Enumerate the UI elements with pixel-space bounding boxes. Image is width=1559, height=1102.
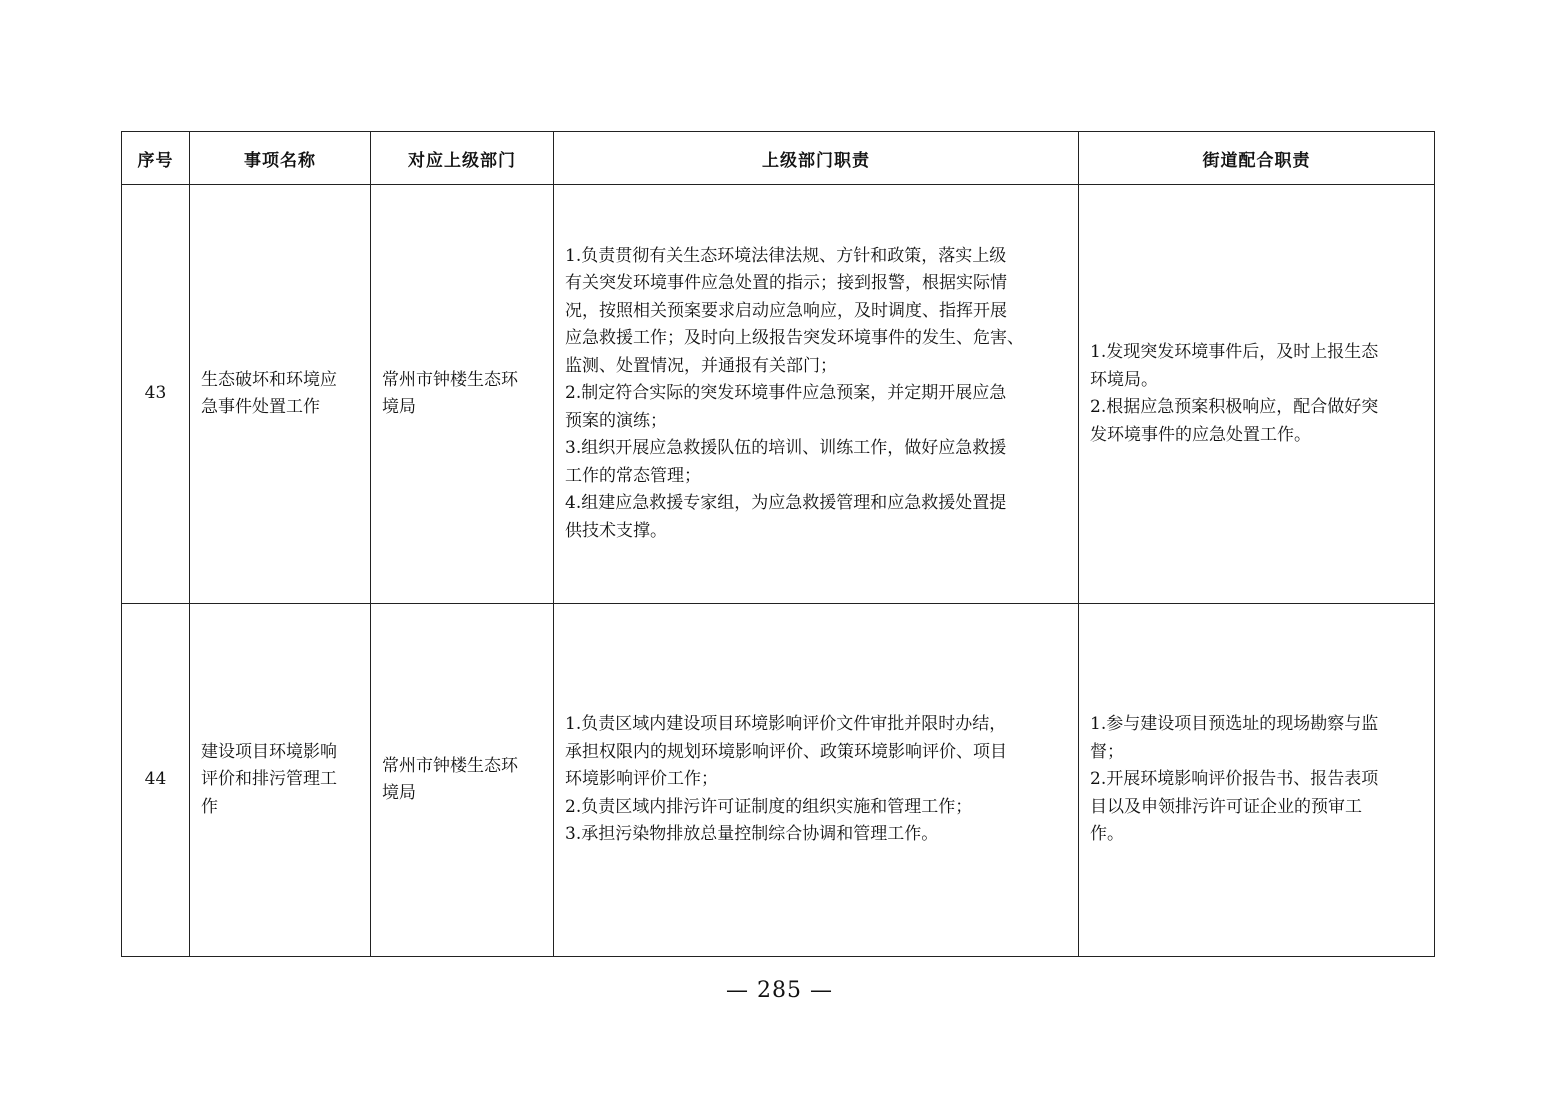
serial-number-cell: 43 [122,185,190,604]
duty-line: 况，按照相关预案要求启动应急响应，及时调度、指挥开展 [565,300,1007,321]
duty-line: 监测、处置情况，并通报有关部门； [565,355,837,376]
item-name-line: 建设项目环境影响 [201,741,337,762]
department-cell [371,604,554,957]
cooperation-line: 作。 [1090,824,1124,845]
item-name-line: 评价和排污管理工 [201,769,337,790]
duty-line: 环境影响评价工作； [565,769,718,790]
duty-line: 应急救援工作；及时向上级报告突发环境事件的发生、危害、 [565,328,1024,349]
header-superior-duties: 上级部门职责 [554,132,1079,185]
table-header-row [122,132,1435,185]
cooperation-line: 2.根据应急预案积极响应，配合做好突 [1090,397,1379,417]
cooperation-line: 发环境事件的应急处置工作。 [1090,424,1311,445]
table-row [122,604,1435,957]
duty-line: 供技术支撑。 [565,520,667,541]
cooperation-line: 督； [1090,741,1124,762]
cooperation-line: 目以及申领排污许可证企业的预审工 [1090,796,1362,817]
header-street-cooperation-duties: 街道配合职责 [1079,132,1435,185]
duty-line: 工作的常态管理； [565,465,701,486]
cooperation-duty-cell [1079,604,1435,957]
duty-line: 2.负责区域内排污许可证制度的组织实施和管理工作； [565,796,973,817]
department-cell [371,185,554,604]
header-item-name: 事项名称 [190,132,371,185]
serial-number-cell: 44 [122,604,190,957]
duty-line: 1.负责贯彻有关生态环境法律法规、方针和政策，落实上级 [565,245,1007,266]
duty-line: 4.组建应急救援专家组，为应急救援管理和应急救援处置提 [565,493,1007,514]
item-name-cell [190,185,371,604]
cooperation-line: 2.开展环境影响评价报告书、报告表项 [1090,769,1379,790]
table-row [122,185,1435,604]
cooperation-duty-cell [1079,185,1435,604]
item-name-line: 作 [201,796,218,817]
department-line: 境局 [382,397,416,417]
department-line: 常州市钟楼生态环 [382,369,518,390]
duty-line: 承担权限内的规划环境影响评价、政策环境影响评价、项目 [565,741,1007,762]
department-line: 常州市钟楼生态环 [382,755,518,776]
page-number: — 285 — [726,978,833,1003]
cooperation-line: 环境局。 [1090,369,1158,390]
item-name-line: 急事件处置工作 [201,397,320,417]
item-name-cell [190,604,371,957]
duty-line: 有关突发环境事件应急处置的指示；接到报警，根据实际情 [565,273,1007,294]
duty-line: 3.组织开展应急救援队伍的培训、训练工作，做好应急救援 [565,438,1007,459]
duty-line: 2.制定符合实际的突发环境事件应急预案，并定期开展应急 [565,383,1007,404]
cooperation-line: 1.参与建设项目预选址的现场勘察与监 [1090,714,1379,735]
responsibility-table [121,131,1435,957]
superior-duty-cell [554,185,1079,604]
header-superior-department: 对应上级部门 [371,132,554,185]
department-line: 境局 [382,783,416,803]
cooperation-line: 1.发现突发环境事件后，及时上报生态 [1090,342,1379,362]
superior-duty-cell [554,604,1079,957]
header-serial-number: 序号 [122,132,190,185]
duty-line: 3.承担污染物排放总量控制综合协调和管理工作。 [565,824,939,845]
duty-line: 预案的演练； [565,410,667,431]
item-name-line: 生态破坏和环境应 [201,369,337,390]
duty-line: 1.负责区域内建设项目环境影响评价文件审批并限时办结， [565,714,1007,735]
